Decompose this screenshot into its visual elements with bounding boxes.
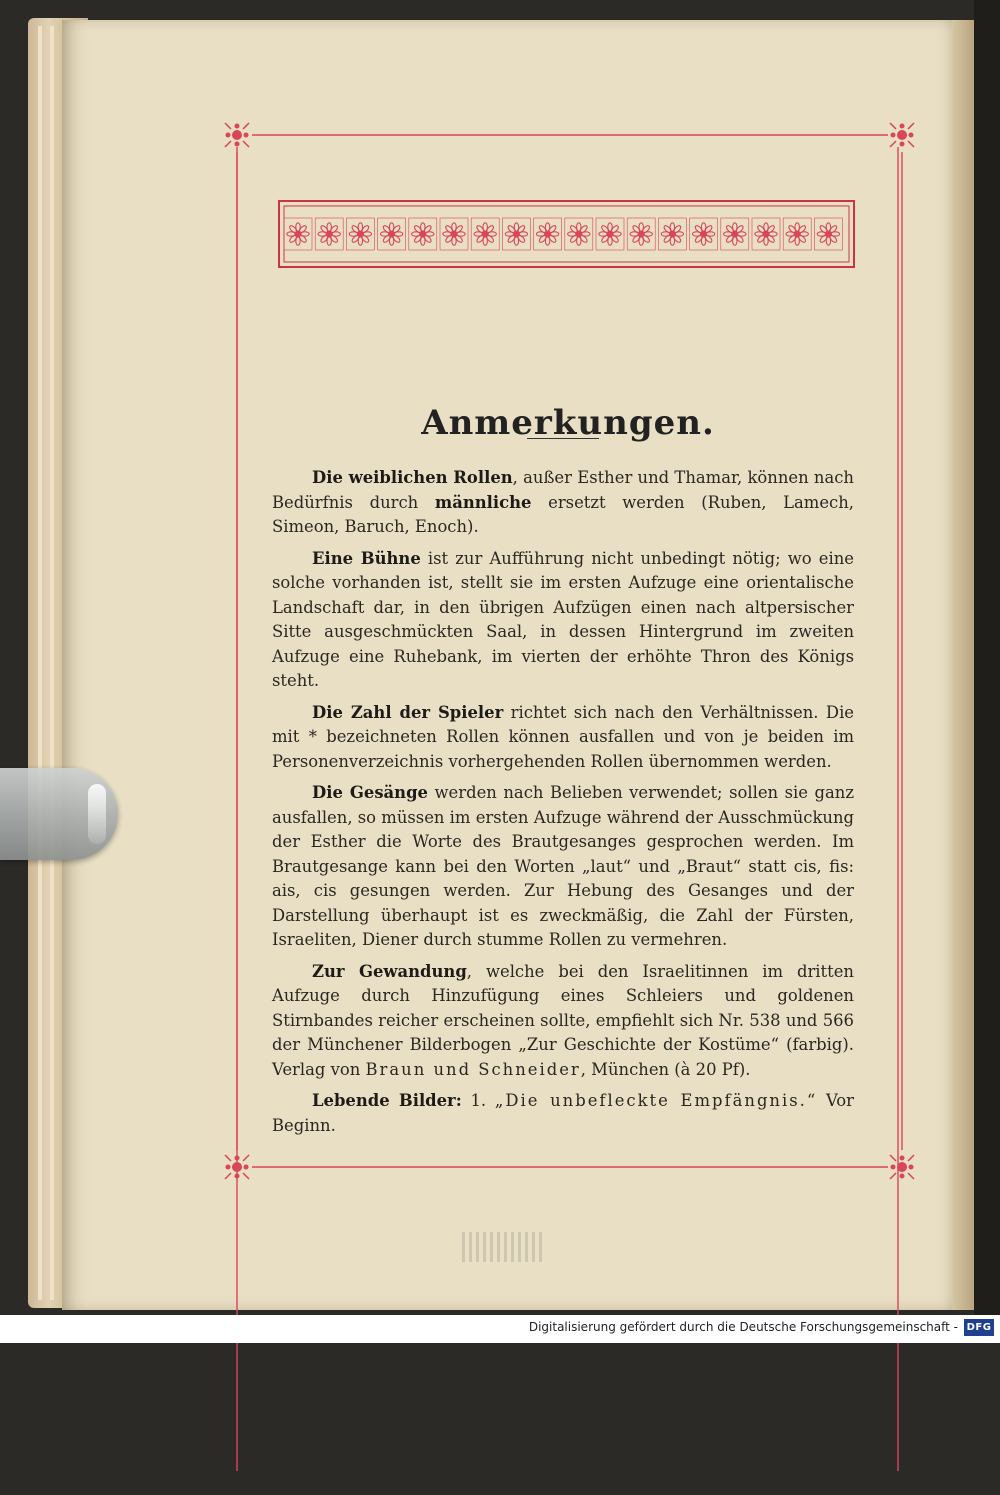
paragraph-players [272, 701, 854, 775]
rosette [409, 218, 437, 250]
rosette [346, 218, 374, 250]
paragraph-lead: Die weiblichen Rollen [312, 468, 513, 487]
rosette [690, 218, 718, 250]
paragraph-text: , außer Esther und Thamar, können nach Bedürfnis durch [272, 468, 854, 512]
rosette-pattern [284, 218, 842, 250]
notes-body [272, 466, 854, 1145]
rosette [752, 218, 780, 250]
tableau-title: „Die unbefleckte Empfängnis.“ [494, 1091, 818, 1110]
rosette [783, 218, 811, 250]
rosette [534, 218, 562, 250]
library-stamp-ghost [462, 1232, 542, 1262]
rosette [721, 218, 749, 250]
paragraph-text: , welche bei den Israelitinnen im dritten Aufzuge durch Hinzufügung eines Schleiers und goldenen Stirnbandes reicher erscheinen sollte, empfiehlt sich Nr. 538 und 566 der Münchener Bilderbogen „Zur Geschichte der Kostüme“ (farbig). Verlag von [272, 961, 854, 1079]
rosette [378, 218, 406, 250]
rosette [284, 218, 312, 250]
rosette [565, 218, 593, 250]
footer-credit: Digitalisierung gefördert durch die Deutsche Forschungsgemeinschaft - [528, 1320, 958, 1334]
rosette [315, 218, 343, 250]
ornament-header-band [278, 200, 855, 268]
rosette [502, 218, 530, 250]
publisher-name: Braun und Schneider [365, 1059, 581, 1079]
paragraph-stage [272, 547, 854, 694]
paragraph-text: ist zur Aufführung nicht unbedingt nötig; wo eine solche vorhanden ist, stellt sie im ersten Aufzuge eine orientalische Landschaft dar, in den übrigen Aufzügen einen nach altpersischer Sitte ausgeschmückten Saal, in dessen Hintergrund im zweiten Aufzuge eine Ruhebank, im vierten der erhöhte Thron des Königs steht. [272, 548, 854, 690]
rosette [440, 218, 468, 250]
paragraph-bold: männliche [434, 492, 532, 512]
rosette [627, 218, 655, 250]
rosette [471, 218, 499, 250]
rosette [596, 218, 624, 250]
paragraph-text: richtet sich nach den Verhältnissen. Die mit * bezeichneten Rollen können ausfallen und von je beiden im Personenverzeichnis vorhergehenden Rollen übernommen werden. [272, 702, 855, 771]
paragraph-lead: Lebende Bilder: [312, 1091, 462, 1110]
dfg-logo: DFG [964, 1319, 994, 1336]
paragraph-text: ersetzt werden (Ruben, Lamech, Simeon, Baruch, Enoch). [272, 492, 854, 536]
paragraph-text: Vor Beginn. [272, 1091, 854, 1135]
paragraph-costume [272, 960, 854, 1083]
paragraph-lead: Die Gesänge [312, 783, 428, 802]
paragraph-lead: Eine Bühne [312, 548, 421, 568]
paragraph-tableaux [272, 1089, 854, 1138]
title-rule [527, 438, 599, 439]
page-title: Anmerkungen. [421, 402, 715, 443]
rosette [658, 218, 686, 250]
clip-highlight [88, 784, 106, 844]
paragraph-lead: Die Zahl der Spieler [312, 702, 504, 722]
paragraph-songs [272, 781, 854, 953]
rosette [814, 218, 842, 250]
paragraph-text: , München (à 20 Pf). [580, 1059, 751, 1079]
paragraph-text: werden nach Belieben verwendet; sollen sie ganz ausfallen, so müssen im ersten Aufzuge während der Ausschmückung der Esther die Worte des Brautgesanges gesprochen werden. Im Brautgesange kann bei den Worten „laut“ und „Braut“ statt cis, fis: ais, cis gesungen werden. Zur Hebung des Gesanges und der Darstellung überhaupt ist es zweckmäßig, die Zahl der Fürsten, Israeliten, Diener durch stumme Rollen zu vermehren. [272, 783, 854, 949]
paragraph-lead: Zur Gewandung [312, 961, 467, 981]
paragraph-number: 1. [461, 1091, 495, 1110]
paragraph-roles [272, 466, 854, 540]
